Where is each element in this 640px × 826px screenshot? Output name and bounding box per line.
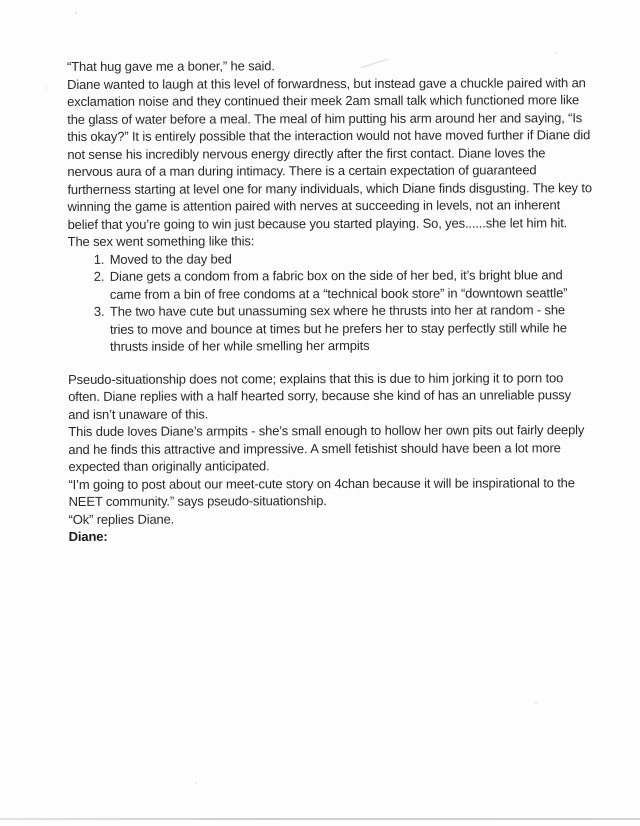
paragraph-aftermath: Pseudo-situationship does not come; explains that this is due to him jorking it to porn too often. Diane replies with a half hearted sorry, because she kind of has an unreliable pussy and isn’t unaware of this.: [68, 369, 572, 422]
scan-speckle: [75, 12, 77, 14]
list-item: 3. The two have cute but unassuming sex where he thrusts into her at random - she tries to move and bounce at times but he prefers her to stay perfectly still while he thrusts inside of her while smelling her armpits: [108, 301, 590, 355]
scan-artifact-bottom-line: [0, 818, 640, 820]
document-content: [67, 56, 594, 545]
paragraph-4chan-quote: “I’m going to post about our meet-cute story on 4chan because it will be inspirational to the NEET community.” says pseudo-situationship.: [68, 474, 575, 509]
list-item: 1. Moved to the day bed: [108, 249, 590, 268]
paragraph-narrative: Diane wanted to laugh at this level of forwardness, but instead gave a chuckle paired with an exclamation noise and they continued their meek 2am small talk which functioned more like the glass of water before a meal. The meal of him putting his arm around her and saying, “Is this okay?” It is entirely possible that the interaction would not have moved further if Diane did not sense his incredibly nervous energy directly after the first contact. Diane loves the nervous aura of a man during intimacy. There is a certain expectation of guaranteed furtherness starting at level one for many individuals, which Diane finds disgusting. The key to winning the game is attention paired with nerves at succeeding in levels, not an inherent belief that you’re going to win just because you started playing. So, yes......she let him hit.: [67, 74, 592, 232]
speaker-label: Diane:: [68, 528, 108, 544]
list-item: 2. Diane gets a condom from a fabric box on the side of her bed, it’s bright blue and came from a bin of free condoms at a “technical book store” in “downtown seattle”: [108, 266, 590, 303]
paragraph-opening-quote: “That hug gave me a boner,” he said.: [67, 58, 275, 74]
numbered-list: [68, 249, 593, 356]
paragraph-list-intro: The sex went something like this:: [67, 233, 255, 249]
paragraph-armpits: This dude loves Diane’s armpits - she’s small enough to hollow her own pits out fairly deeply and he finds this attractive and impressive. A smell fetishist should have been a lot more expected than originally anticipated.: [68, 422, 585, 474]
paragraph-ok-reply: “Ok” replies Diane.: [68, 511, 175, 527]
